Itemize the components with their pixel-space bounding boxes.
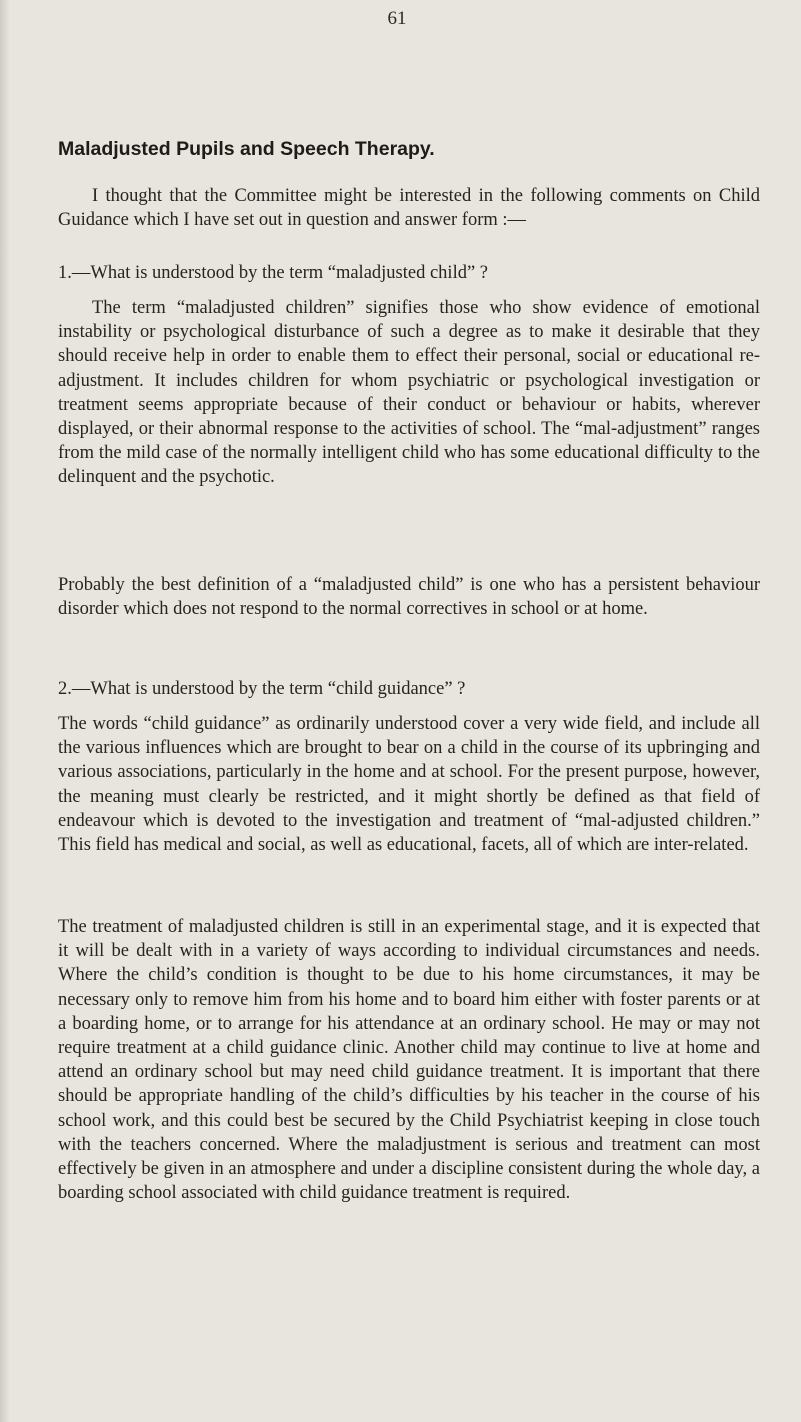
answer-2-paragraph-1: The words “child guidance” as ordinarily understood cover a very wide field, and include all the various influences which are brought to bear on a child in the course of its upbringing and various associations, particularly in the home and at school. For the present purpose, however, the meaning must clearly be restricted, and it might shortly be defined as that field of endeavour which is devoted to the investigation and treatment of “mal-adjusted children.” This field has medical and social, as well as educational, facets, all of which are inter-related. <box>58 714 760 856</box>
answer-1-paragraph-2: Probably the best definition of a “maladjusted child” is one who has a persistent behaviour disorder which does not respond to the normal correctives in school or at home. <box>58 575 760 620</box>
question-2: 2.—What is understood by the term “child guidance” ? <box>58 679 466 699</box>
intro-paragraph: I thought that the Committee might be interested in the following comments on Child Guidance which I have set out in question and answer form :— <box>58 186 760 231</box>
answer-1-paragraph-1: The term “maladjusted children” signifies those who show evidence of emotional instability or psychological disturbance of such a degree as to make it desirable that they should receive help in order to enable them to effect their personal, social or educational re-adjustment. It includes children for whom psychiatric or psychological investigation or treatment seems appropriate because of their conduct or behaviour or habits, wherever displayed, or their abnormal response to the activities of school. The “mal-adjustment” ranges from the mild case of the normally intelligent child who has some educational difficulty to the delinquent and the psychotic. <box>58 298 760 488</box>
question-1: 1.—What is understood by the term “maladjusted child” ? <box>58 263 489 283</box>
section-heading: Maladjusted Pupils and Speech Therapy. <box>58 138 435 160</box>
answer-2-paragraph-2: The treatment of maladjusted children is still in an experimental stage, and it is expected that it will be dealt with in a variety of ways according to individual circumstances and needs. Where the child’s condition is thought to be due to his home circumstances, it may be necessary only to remove him from his home and to board him either with foster parents or at a boarding home, or to arrange for his attendance at an ordinary school. He may or may not require treatment at a child guidance clinic. Another child may continue to live at home and attend an ordinary school but may need child guidance treatment. It is important that there should be appropriate handling of the child’s difficulties by his teacher in the course of his school work, and this could best be secured by the Child Psychiatrist keeping in close touch with the teachers concerned. Where the maladjustment is serious and treatment can most effectively be given in an atmosphere and under a discipline consistent during the whole day, a boarding school associated with child guidance treatment is required. <box>58 917 760 1204</box>
page-binding-edge <box>0 0 10 1422</box>
page-number: 61 <box>387 8 407 29</box>
